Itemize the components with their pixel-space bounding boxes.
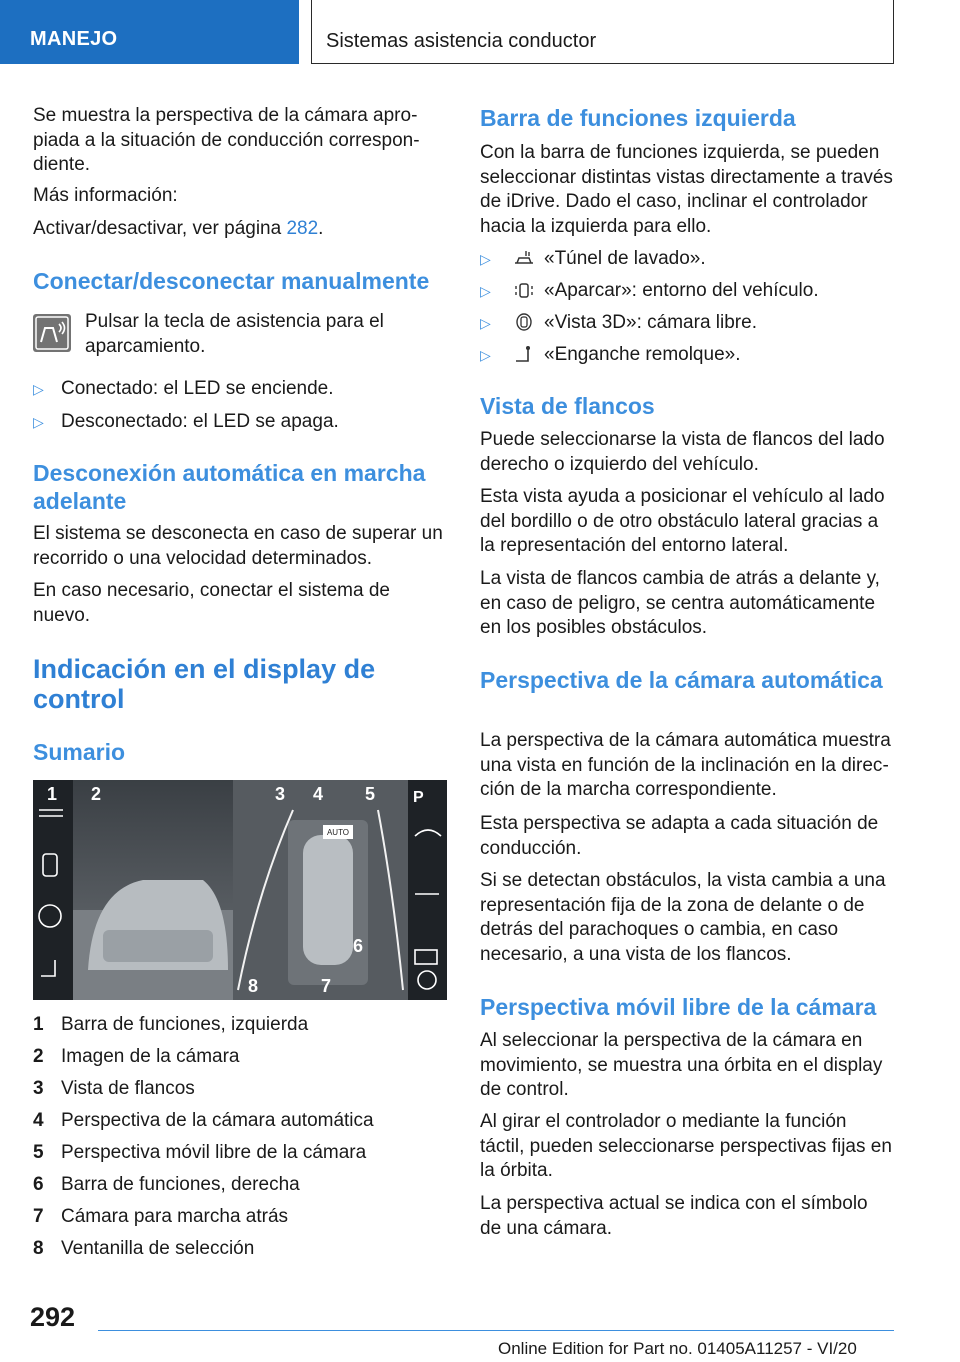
- bar-item-row: [508, 343, 740, 368]
- legend-text: Cámara para marcha atrás: [61, 1206, 289, 1227]
- legend-number: 5: [33, 1142, 44, 1163]
- activate-prefix: Activar/desactivar, ver página: [33, 218, 287, 239]
- legend-text: Ventanilla de selección: [61, 1238, 255, 1259]
- figure-callout-3: 3: [275, 784, 286, 804]
- bar-item-3d: [480, 311, 894, 336]
- heading-flancos: Vista de flancos: [480, 393, 655, 419]
- triangle-bullet-icon: ▷: [33, 381, 44, 397]
- figure-callout-4: 4: [313, 784, 324, 804]
- flancos-paragraph-2: Esta vista ayuda a posicionar el vehículo al lado del bordillo o de otro obstáculo lateral gracias a la representación del entorno lateral.: [480, 486, 885, 556]
- legend-number: 6: [33, 1174, 44, 1195]
- legend-item: [33, 1045, 447, 1070]
- legend-text: Barra de funciones, izquierda: [61, 1014, 309, 1035]
- heading-free-camera: Perspectiva móvil libre de la cámara: [480, 994, 877, 1020]
- figure-p-label: P: [413, 789, 424, 806]
- free-camera-paragraph-1: Al seleccionar la perspectiva de la cámara en movimiento, se muestra una órbita en el display de control.: [480, 1030, 883, 1100]
- bullet-disconnected: [33, 410, 447, 435]
- heading-left-bar: Barra de funciones izquierda: [480, 105, 796, 131]
- figure-auto-badge: AUTO: [326, 828, 350, 837]
- legend-text: Imagen de la cámara: [61, 1046, 240, 1067]
- auto-camera-paragraph-3: Si se detectan obstáculos, la vista cambia a una representación fija de la zona de delante o de detrás del parachoques o cambia, en caso necesario, a una vista de los flancos.: [480, 870, 886, 965]
- more-info-label: Más información:: [33, 185, 178, 206]
- legend-item: [33, 1173, 447, 1198]
- legend-item: [33, 1237, 447, 1262]
- bar-item-trailer: [480, 343, 894, 368]
- page-number: 292: [30, 1302, 76, 1332]
- legend-item: [33, 1109, 447, 1134]
- triangle-bullet-icon: ▷: [480, 283, 491, 299]
- bar-item-text: «Enganche remolque».: [544, 344, 741, 365]
- figure-callout-6: 6: [353, 936, 364, 956]
- intro-paragraph: Se muestra la perspectiva de la cámara apropiada a la situación de conducción correspondiente.: [33, 105, 420, 175]
- bar-paragraph: Con la barra de funciones izquierda, se pueden seleccionar distintas vistas directamente a través de iDrive. Dado el caso, inclinar el controlador hacia la izquierda para ello.: [480, 142, 893, 237]
- activate-reference: [33, 217, 447, 242]
- bar-item-row: [508, 279, 819, 304]
- legend-item: [33, 1013, 447, 1038]
- free-camera-paragraph-2: Al girar el controlador o mediante la función táctil, pueden seleccionarse perspectivas fijas en la órbita.: [480, 1111, 892, 1181]
- bar-item-wash: [480, 247, 894, 272]
- triangle-bullet-icon: ▷: [480, 315, 491, 331]
- header-section-tab: [0, 0, 299, 64]
- legend-text: Barra de funciones, derecha: [61, 1174, 300, 1195]
- auto-camera-paragraph-2: Esta perspectiva se adapta a cada situación de conducción.: [480, 813, 879, 859]
- legend-text: Perspectiva de la cámara automática: [61, 1110, 374, 1131]
- legend-number: 3: [33, 1078, 44, 1099]
- free-camera-paragraph-3: La perspectiva actual se indica con el símbolo de una cámara.: [480, 1193, 868, 1239]
- flancos-paragraph-1: Puede seleccionarse la vista de flancos del lado derecho o izquierdo del vehículo.: [480, 429, 885, 475]
- auto-paragraph-2: En caso necesario, conectar el sistema de nuevo.: [33, 580, 390, 626]
- manual-instruction: Pulsar la tecla de asistencia para el aparcamiento.: [85, 311, 384, 357]
- heading-manual: Conectar/desconectar manualmente: [33, 268, 430, 294]
- trailer-hitch-icon: [512, 345, 536, 363]
- heading-display: Indicación en el display de control: [33, 654, 376, 714]
- page-link-282[interactable]: 282: [286, 218, 319, 239]
- heading-auto-camera: Perspectiva de la cámara automática: [480, 667, 883, 693]
- bullet-text: Desconectado: el LED se apaga.: [61, 411, 339, 432]
- legend-item: [33, 1205, 447, 1230]
- legend-number: 2: [33, 1046, 44, 1067]
- auto-camera-paragraph-1: La perspectiva de la cámara automática muestra una vista en función de la inclinación en la dirección de la marcha correspondiente.: [480, 730, 891, 800]
- triangle-bullet-icon: ▷: [33, 414, 44, 430]
- bar-item-text: «Vista 3D»: cámara libre.: [544, 312, 757, 333]
- triangle-bullet-icon: ▷: [480, 251, 491, 267]
- legend-number: 7: [33, 1206, 44, 1227]
- legend-number: 8: [33, 1238, 44, 1259]
- auto-paragraph-1: El sistema se desconecta en caso de superar un recorrido o una velocidad determinados.: [33, 523, 443, 569]
- legend-text: Vista de flancos: [61, 1078, 195, 1099]
- legend-number: 4: [33, 1110, 44, 1131]
- flancos-paragraph-3: La vista de flancos cambia de atrás a delante y, en caso de peligro, se centra automáticamente en los posibles obstáculos.: [480, 568, 880, 638]
- legend-number: 1: [33, 1014, 44, 1035]
- car-wash-icon: [512, 249, 536, 267]
- bar-item-row: [508, 247, 706, 272]
- header-chapter-box: [311, 0, 894, 64]
- header-chapter: Sistemas asistencia conductor: [326, 30, 597, 52]
- figure-callout-5: 5: [365, 784, 376, 804]
- bar-item-row: [508, 311, 757, 336]
- footer-divider: [98, 1330, 894, 1331]
- legend-item: [33, 1077, 447, 1102]
- park-view-icon: [512, 281, 536, 299]
- edition-note: Online Edition for Part no. 01405A11257 - VI/20: [498, 1339, 857, 1358]
- bullet-connected: [33, 377, 447, 402]
- figure-callout-1: 1: [47, 784, 58, 804]
- legend-item: [33, 1141, 447, 1166]
- heading-auto-disconnect: Desconexión automática en marcha adelante: [33, 460, 426, 514]
- figure-callout-8: 8: [248, 976, 259, 996]
- bar-item-text: «Túnel de lavado».: [544, 248, 706, 269]
- heading-sumario: Sumario: [33, 739, 126, 765]
- bullet-text: Conectado: el LED se enciende.: [61, 378, 334, 399]
- 3d-view-icon: [512, 313, 536, 331]
- activate-suffix: .: [318, 218, 324, 239]
- triangle-bullet-icon: ▷: [480, 347, 491, 363]
- bar-item-park: [480, 279, 894, 304]
- camera-display-illustration: [33, 780, 447, 1000]
- header-section: MANEJO: [30, 28, 118, 50]
- camera-display-figure: [33, 780, 447, 1000]
- bar-item-text: «Aparcar»: entorno del vehículo.: [544, 280, 819, 301]
- parking-assist-button-icon: [33, 314, 71, 352]
- figure-callout-2: 2: [91, 784, 102, 804]
- legend-text: Perspectiva móvil libre de la cámara: [61, 1142, 367, 1163]
- figure-callout-7: 7: [321, 976, 332, 996]
